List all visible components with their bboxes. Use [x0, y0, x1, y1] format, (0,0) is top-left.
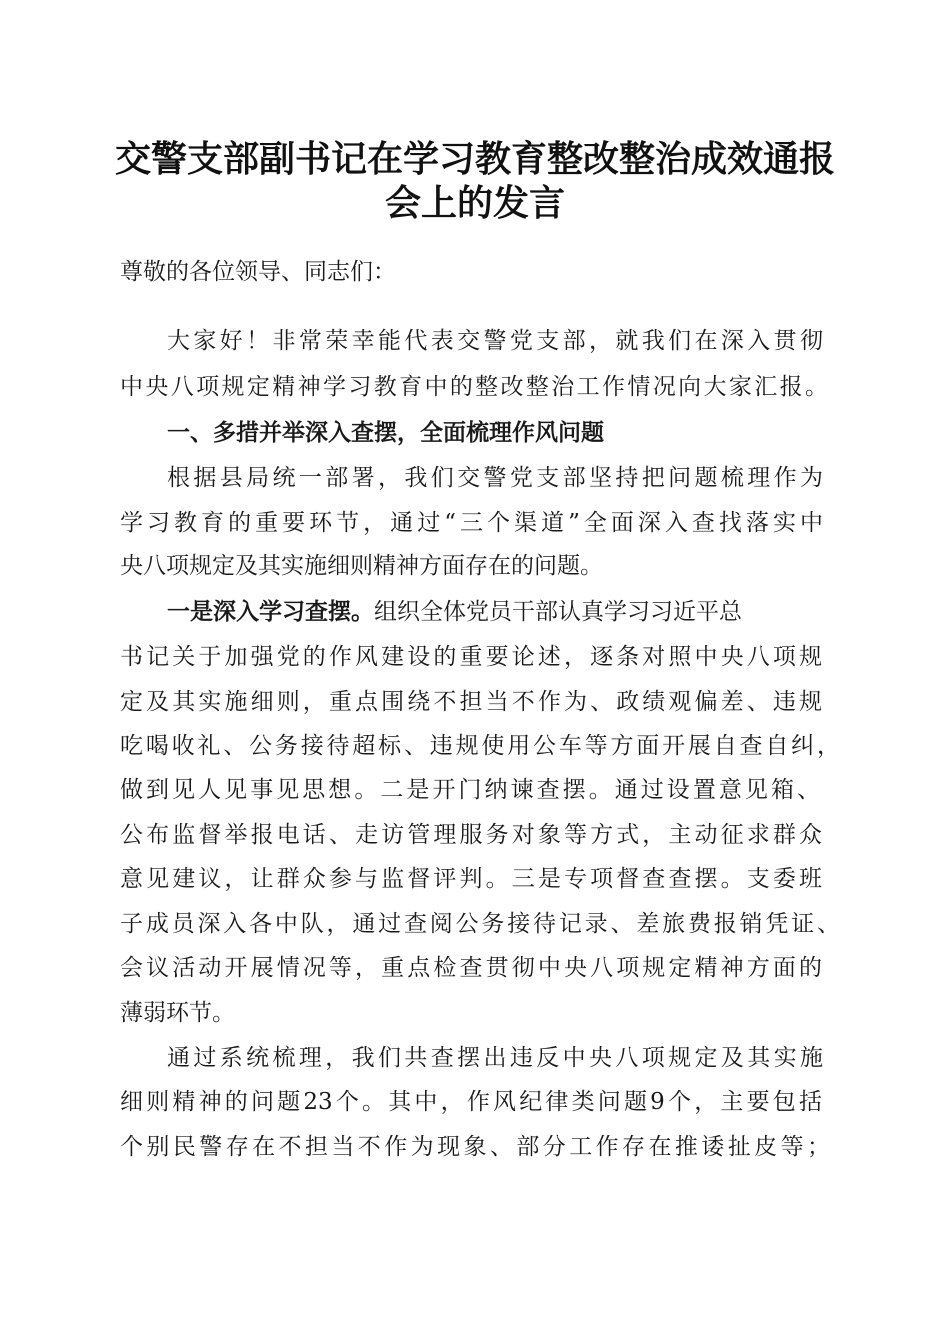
emphasis-phrase: 一是深入学习查摆。 — [167, 598, 374, 625]
salutation: 尊敬的各位领导、同志们： — [120, 259, 396, 285]
section-heading: 一、多措并举深入查摆，全面梳理作风问题 — [167, 420, 604, 446]
paragraph-line: 中央八项规定精神学习教育中的整改整治工作情况向大家汇报。 — [120, 374, 828, 400]
paragraph-line: 个别民警存在不担当不作为现象、部分工作存在推诿扯皮等； — [120, 1134, 830, 1160]
paragraph-line: 做到见人见事见思想。二是开门纳谏查摆。通过设置意见箱、 — [120, 777, 820, 803]
paragraph-line: 大家好！非常荣幸能代表交警党支部，就我们在深入贯彻 — [167, 328, 823, 354]
paragraph-line: 书记关于加强党的作风建设的重要论述，逐条对照中央八项规 — [120, 644, 822, 670]
paragraph-line: 意见建议，让群众参与监督评判。三是专项督查查摆。支委班 — [120, 866, 822, 892]
paragraph-line: 根据县局统一部署，我们交警党支部坚持把问题梳理作为 — [167, 465, 823, 491]
paragraph-line: 子成员深入各中队，通过查阅公务接待记录、差旅费报销凭证、 — [120, 911, 840, 937]
paragraph-line — [167, 597, 823, 627]
paragraph-line: 吃喝收礼、公务接待超标、违规使用公车等方面开展自查自纠， — [120, 733, 840, 759]
paragraph-line: 定及其实施细则，重点围绕不担当不作为、政绩观偏差、违规 — [120, 689, 822, 715]
paragraph-line: 公布监督举报电话、走访管理服务对象等方式，主动征求群众 — [120, 822, 822, 848]
paragraph-line: 通过系统梳理，我们共查摆出违反中央八项规定及其实施 — [167, 1045, 823, 1071]
paragraph-line: 薄弱环节。 — [120, 1000, 235, 1026]
document-title-line-1: 交警支部副书记在学习教育整改整治成效通报 — [114, 138, 835, 180]
paragraph-line: 央八项规定及其实施细则精神方面存在的问题。 — [120, 553, 603, 579]
document-title-line-2: 会上的发言 — [384, 182, 565, 224]
paragraph-line: 细则精神的问题23个。其中，作风纪律类问题9个，主要包括 — [120, 1089, 822, 1115]
paragraph-line: 学习教育的重要环节，通过“三个渠道”全面深入查找落实中 — [120, 510, 823, 536]
paragraph-line: 会议活动开展情况等，重点检查贯彻中央八项规定精神方面的 — [120, 955, 822, 981]
paragraph-line-rest: 组织全体党员干部认真学习习近平总 — [374, 599, 742, 625]
